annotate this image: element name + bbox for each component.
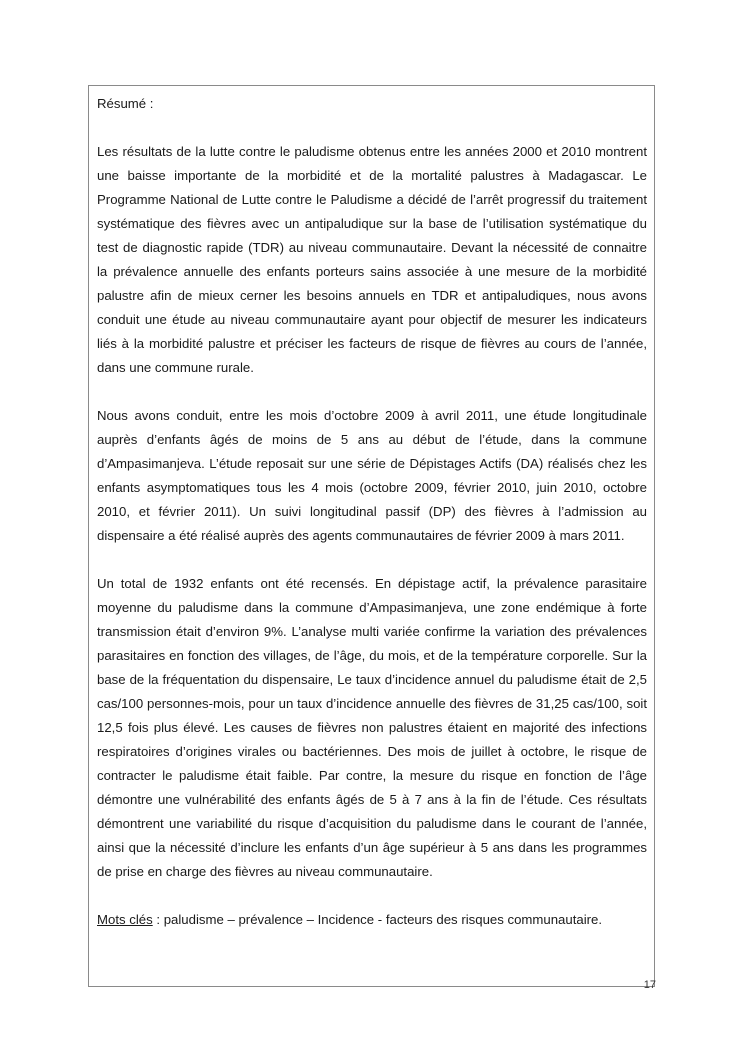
page-number: 17 (643, 979, 656, 991)
keywords-label: Mots clés (97, 912, 153, 927)
abstract-paragraph-1: Les résultats de la lutte contre le paludisme obtenus entre les années 2000 et 2010 montrent une baisse importante de la morbidité et de la mortalité palustres à Madagascar. Le Programme National de Lutte contre le Paludisme a décidé de l’arrêt progressif du traitement systématique des fièvres avec un antipaludique sur la base de l’utilisation systématique du test de diagnostic rapide (TDR) au niveau communautaire. Devant la nécessité de connaitre la prévalence annuelle des enfants porteurs sains associée à une mesure de la morbidité palustre afin de mieux cerner les besoins annuels en TDR et antipaludiques, nous avons conduit une étude au niveau communautaire ayant pour objectif de mesurer les indicateurs liés à la morbidité palustre et préciser les facteurs de risque de fièvres au cours de l’année, dans une commune rurale. (97, 144, 647, 375)
abstract-paragraph-2: Nous avons conduit, entre les mois d’octobre 2009 à avril 2011, une étude longitudinale auprès d’enfants âgés de moins de 5 ans au début de l’étude, dans la commune d’Ampasimanjeva. L’étude reposait sur une série de Dépistages Actifs (DA) réalisés chez les enfants asymptomatiques tous les 4 mois (octobre 2009, février 2010, juin 2010, octobre 2010, et février 2011). Un suivi longitudinal passif (DP) des fièvres à l’admission au dispensaire a été réalisé auprès des agents communautaires de février 2009 à mars 2011. (97, 408, 647, 543)
abstract-paragraph-3: Un total de 1932 enfants ont été recensés. En dépistage actif, la prévalence parasitaire moyenne du paludisme dans la commune d’Ampasimanjeva, une zone endémique à forte transmission était d’environ 9%. L’analyse multi variée confirme la variation des prévalences parasitaires en fonction des villages, de l’âge, du mois, et de la température corporelle. Sur la base de la fréquentation du dispensaire, Le taux d’incidence annuel du paludisme était de 2,5 cas/100 personnes-mois, pour un taux d’incidence annuelle des fièvres de 31,25 cas/100, soit 12,5 fois plus élevé. Les causes de fièvres non palustres étaient en majorité des infections respiratoires d’origines virales ou bactériennes. Des mois de juillet à octobre, le risque de contracter le paludisme était faible. Par contre, la mesure du risque en fonction de l’âge démontre une vulnérabilité des enfants âgés de 5 à 7 ans à la fin de l’étude. Ces résultats démontrent une variabilité du risque d’acquisition du paludisme dans le courant de l’année, ainsi que la nécessité d’inclure les enfants d’un âge supérieur à 5 ans dans les programmes de prise en charge des fièvres au niveau communautaire. (97, 576, 647, 879)
abstract-content (97, 92, 647, 932)
keywords-text: : paludisme – prévalence – Incidence - facteurs des risques communautaire. (152, 912, 603, 927)
abstract-heading: Résumé : (97, 96, 154, 111)
keywords-line (97, 908, 647, 932)
